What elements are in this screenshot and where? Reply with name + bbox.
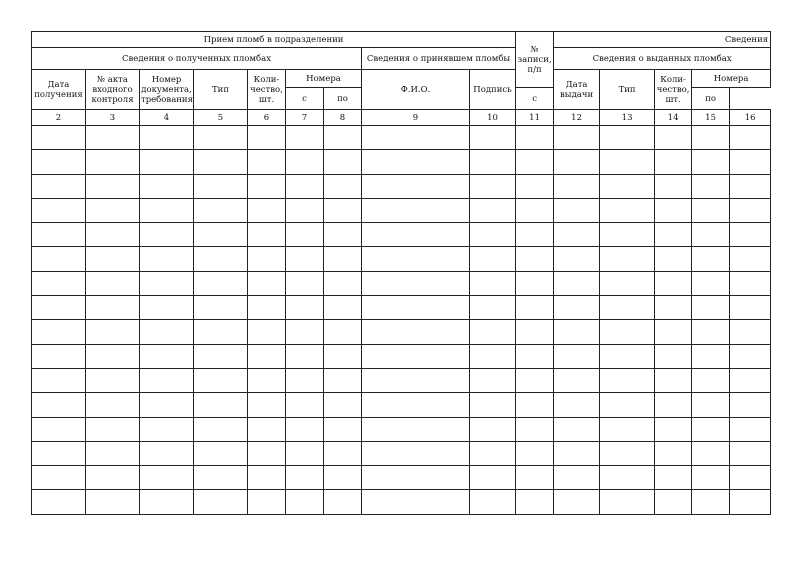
table-cell xyxy=(140,393,194,417)
table-cell xyxy=(516,320,554,344)
table-cell xyxy=(554,393,600,417)
table-cell xyxy=(554,198,600,222)
table-cell xyxy=(600,223,655,247)
header-accepted-by: Сведения о принявшем пломбы xyxy=(362,48,516,70)
table-cell xyxy=(730,368,771,392)
table-cell xyxy=(362,126,470,150)
table-cell xyxy=(86,368,140,392)
table-cell xyxy=(248,271,286,295)
table-cell xyxy=(140,441,194,465)
table-cell xyxy=(86,174,140,198)
table-cell xyxy=(692,320,730,344)
table-cell xyxy=(600,150,655,174)
table-cell xyxy=(554,368,600,392)
table-cell xyxy=(286,198,324,222)
table-cell xyxy=(655,223,692,247)
column-number: 12 xyxy=(554,110,600,126)
table-cell xyxy=(140,368,194,392)
title-receipt: Прием пломб в подразделении xyxy=(32,32,516,48)
table-cell xyxy=(516,466,554,490)
table-cell xyxy=(362,271,470,295)
table-cell xyxy=(86,126,140,150)
table-cell xyxy=(516,271,554,295)
table-cell xyxy=(730,417,771,441)
table-cell xyxy=(324,296,362,320)
table-cell xyxy=(730,174,771,198)
table-cell xyxy=(470,368,516,392)
table-cell xyxy=(248,320,286,344)
table-cell xyxy=(194,296,248,320)
table-cell xyxy=(730,150,771,174)
table-cell xyxy=(692,466,730,490)
table-cell xyxy=(194,174,248,198)
column-number: 5 xyxy=(194,110,248,126)
table-cell xyxy=(194,368,248,392)
table-cell xyxy=(32,150,86,174)
header-numbers: Номера xyxy=(286,70,362,88)
table-cell xyxy=(516,296,554,320)
table-cell xyxy=(286,150,324,174)
table-cell xyxy=(140,296,194,320)
table-cell xyxy=(194,150,248,174)
table-cell xyxy=(86,490,140,514)
table-cell xyxy=(516,417,554,441)
table-cell xyxy=(86,271,140,295)
table-row xyxy=(32,223,771,247)
table-cell xyxy=(692,126,730,150)
table-cell xyxy=(286,490,324,514)
table-cell xyxy=(86,441,140,465)
table-cell xyxy=(248,393,286,417)
table-cell xyxy=(655,198,692,222)
table-cell xyxy=(600,126,655,150)
table-cell xyxy=(86,344,140,368)
table-cell xyxy=(140,150,194,174)
table-cell xyxy=(286,417,324,441)
table-cell xyxy=(600,344,655,368)
column-number: 9 xyxy=(362,110,470,126)
table-cell xyxy=(516,126,554,150)
table-cell xyxy=(248,490,286,514)
column-number: 15 xyxy=(692,110,730,126)
table-cell xyxy=(324,247,362,271)
table-cell xyxy=(470,296,516,320)
table-row xyxy=(32,490,771,514)
table-cell xyxy=(32,126,86,150)
table-cell xyxy=(194,271,248,295)
table-cell xyxy=(86,296,140,320)
table-cell xyxy=(655,393,692,417)
table-cell xyxy=(470,466,516,490)
table-cell xyxy=(32,417,86,441)
header-quantity-issued: Коли-чество, шт. xyxy=(655,70,692,110)
table-cell xyxy=(248,247,286,271)
table-cell xyxy=(655,247,692,271)
table-cell xyxy=(140,320,194,344)
table-cell xyxy=(140,174,194,198)
column-number: 13 xyxy=(600,110,655,126)
column-number: 2 xyxy=(32,110,86,126)
table-cell xyxy=(655,368,692,392)
table-cell xyxy=(655,296,692,320)
table-row xyxy=(32,150,771,174)
table-cell xyxy=(692,441,730,465)
table-cell xyxy=(324,320,362,344)
table-cell xyxy=(730,223,771,247)
table-row xyxy=(32,320,771,344)
table-cell xyxy=(86,150,140,174)
table-cell xyxy=(730,320,771,344)
table-cell xyxy=(362,490,470,514)
table-cell xyxy=(32,247,86,271)
table-cell xyxy=(600,368,655,392)
table-cell xyxy=(32,368,86,392)
table-cell xyxy=(248,368,286,392)
table-cell xyxy=(248,174,286,198)
table-cell xyxy=(692,417,730,441)
table-cell xyxy=(286,126,324,150)
table-cell xyxy=(86,320,140,344)
table-cell xyxy=(140,466,194,490)
table-row xyxy=(32,368,771,392)
table-cell xyxy=(362,466,470,490)
table-row xyxy=(32,126,771,150)
table-cell xyxy=(516,490,554,514)
header-act-number: № акта входного контроля xyxy=(86,70,140,110)
table-cell xyxy=(140,271,194,295)
table-row xyxy=(32,174,771,198)
table-cell xyxy=(470,198,516,222)
column-number: 10 xyxy=(470,110,516,126)
table-cell xyxy=(248,344,286,368)
table-cell xyxy=(286,441,324,465)
table-cell xyxy=(655,417,692,441)
table-cell xyxy=(324,368,362,392)
table-cell xyxy=(324,198,362,222)
table-cell xyxy=(655,150,692,174)
table-cell xyxy=(286,393,324,417)
table-cell xyxy=(692,393,730,417)
column-number: 16 xyxy=(730,110,771,126)
table-cell xyxy=(140,198,194,222)
table-row xyxy=(32,393,771,417)
table-cell xyxy=(286,271,324,295)
table-cell xyxy=(194,417,248,441)
table-cell xyxy=(362,247,470,271)
table-cell xyxy=(554,344,600,368)
table-cell xyxy=(470,320,516,344)
table-cell xyxy=(362,198,470,222)
table-cell xyxy=(362,344,470,368)
table-cell xyxy=(730,126,771,150)
column-number: 3 xyxy=(86,110,140,126)
table-cell xyxy=(194,441,248,465)
header-received-seals: Сведения о полученных пломбах xyxy=(32,48,362,70)
table-cell xyxy=(600,441,655,465)
table-cell xyxy=(86,466,140,490)
table-cell xyxy=(362,223,470,247)
table-cell xyxy=(516,441,554,465)
table-cell xyxy=(516,223,554,247)
table-cell xyxy=(516,174,554,198)
header-to: по xyxy=(324,88,362,110)
header-issued-seals: Сведения о выданных пломбах xyxy=(554,48,771,70)
table-cell xyxy=(692,198,730,222)
table-cell xyxy=(470,417,516,441)
table-cell xyxy=(32,441,86,465)
table-cell xyxy=(194,344,248,368)
table-cell xyxy=(140,247,194,271)
table-cell xyxy=(140,417,194,441)
table-cell xyxy=(692,368,730,392)
table-cell xyxy=(286,223,324,247)
table-cell xyxy=(286,320,324,344)
table-cell xyxy=(554,150,600,174)
table-cell xyxy=(286,344,324,368)
table-cell xyxy=(554,296,600,320)
table-cell xyxy=(248,198,286,222)
header-numbers-issued: Номера xyxy=(692,70,771,88)
column-number-row xyxy=(32,110,771,126)
header-signature: Подпись xyxy=(470,70,516,110)
column-number: 6 xyxy=(248,110,286,126)
table-cell xyxy=(470,344,516,368)
table-cell xyxy=(286,296,324,320)
table-cell xyxy=(692,247,730,271)
table-cell xyxy=(655,344,692,368)
table-row xyxy=(32,441,771,465)
table-cell xyxy=(286,466,324,490)
table-cell xyxy=(32,174,86,198)
table-row xyxy=(32,344,771,368)
table-cell xyxy=(730,441,771,465)
table-cell xyxy=(655,271,692,295)
table-cell xyxy=(32,271,86,295)
table-cell xyxy=(600,466,655,490)
header-record-number: № записи, п/п xyxy=(516,32,554,88)
table-cell xyxy=(470,150,516,174)
table-cell xyxy=(32,344,86,368)
table-cell xyxy=(692,223,730,247)
table-cell xyxy=(655,174,692,198)
table-cell xyxy=(600,490,655,514)
table-cell xyxy=(655,466,692,490)
column-number: 8 xyxy=(324,110,362,126)
table-row xyxy=(32,296,771,320)
table-cell xyxy=(140,223,194,247)
table-cell xyxy=(730,466,771,490)
table-cell xyxy=(600,247,655,271)
header-to-issued: по xyxy=(692,88,730,110)
table-cell xyxy=(730,247,771,271)
header-fio: Ф.И.О. xyxy=(362,70,470,110)
table-row xyxy=(32,247,771,271)
table-cell xyxy=(86,393,140,417)
table-cell xyxy=(324,441,362,465)
table-cell xyxy=(470,271,516,295)
table-cell xyxy=(600,393,655,417)
table-cell xyxy=(32,296,86,320)
table-cell xyxy=(286,247,324,271)
table-cell xyxy=(324,393,362,417)
table-cell xyxy=(324,174,362,198)
table-cell xyxy=(516,150,554,174)
table-cell xyxy=(194,223,248,247)
table-cell xyxy=(600,271,655,295)
table-cell xyxy=(140,490,194,514)
table-cell xyxy=(655,441,692,465)
header-date-issued: Дата выдачи xyxy=(554,70,600,110)
table-cell xyxy=(470,490,516,514)
table-cell xyxy=(554,223,600,247)
table-cell xyxy=(140,344,194,368)
column-number: 11 xyxy=(516,110,554,126)
table-cell xyxy=(32,490,86,514)
table-cell xyxy=(32,223,86,247)
table-cell xyxy=(692,150,730,174)
table-cell xyxy=(362,393,470,417)
table-row xyxy=(32,417,771,441)
table-cell xyxy=(324,417,362,441)
table-row xyxy=(32,198,771,222)
table-cell xyxy=(600,417,655,441)
table-cell xyxy=(600,296,655,320)
table-cell xyxy=(362,150,470,174)
table-cell xyxy=(730,198,771,222)
column-number: 14 xyxy=(655,110,692,126)
header-date-received: Дата получения xyxy=(32,70,86,110)
header-document-number: Номер документа, требования xyxy=(140,70,194,110)
table-cell xyxy=(730,344,771,368)
table-cell xyxy=(554,320,600,344)
table-cell xyxy=(362,417,470,441)
table-cell xyxy=(324,150,362,174)
header-type: Тип xyxy=(194,70,248,110)
table-cell xyxy=(470,223,516,247)
seal-log-table xyxy=(31,31,771,515)
table-cell xyxy=(730,271,771,295)
table-cell xyxy=(516,198,554,222)
table-cell xyxy=(86,247,140,271)
table-cell xyxy=(324,466,362,490)
header-type-issued: Тип xyxy=(600,70,655,110)
table-cell xyxy=(194,466,248,490)
table-cell xyxy=(194,126,248,150)
table-cell xyxy=(554,417,600,441)
table-cell xyxy=(362,320,470,344)
table-cell xyxy=(362,296,470,320)
table-cell xyxy=(554,247,600,271)
table-cell xyxy=(86,223,140,247)
table-cell xyxy=(248,466,286,490)
table-cell xyxy=(516,393,554,417)
table-cell xyxy=(516,344,554,368)
table-cell xyxy=(692,490,730,514)
table-cell xyxy=(362,441,470,465)
table-cell xyxy=(516,247,554,271)
table-cell xyxy=(32,466,86,490)
table-cell xyxy=(324,126,362,150)
table-cell xyxy=(194,198,248,222)
table-cell xyxy=(554,271,600,295)
table-cell xyxy=(362,368,470,392)
table-cell xyxy=(286,368,324,392)
table-cell xyxy=(324,344,362,368)
table-cell xyxy=(655,320,692,344)
table-cell xyxy=(194,247,248,271)
table-cell xyxy=(194,490,248,514)
table-cell xyxy=(248,417,286,441)
column-number: 4 xyxy=(140,110,194,126)
table-cell xyxy=(32,320,86,344)
title-info: Сведения xyxy=(554,32,771,48)
table-cell xyxy=(470,247,516,271)
table-cell xyxy=(655,490,692,514)
table-cell xyxy=(516,368,554,392)
table-cell xyxy=(140,126,194,150)
table-cell xyxy=(470,393,516,417)
table-cell xyxy=(692,174,730,198)
table-cell xyxy=(286,174,324,198)
table-cell xyxy=(248,150,286,174)
table-cell xyxy=(692,296,730,320)
table-cell xyxy=(324,490,362,514)
header-from-issued: с xyxy=(516,88,554,110)
table-cell xyxy=(324,223,362,247)
table-cell xyxy=(554,490,600,514)
table-cell xyxy=(470,174,516,198)
table-cell xyxy=(470,126,516,150)
table-cell xyxy=(600,320,655,344)
table-cell xyxy=(554,441,600,465)
table-row xyxy=(32,466,771,490)
table-cell xyxy=(32,198,86,222)
table-cell xyxy=(554,466,600,490)
table-cell xyxy=(194,320,248,344)
header-quantity: Коли-чество, шт. xyxy=(248,70,286,110)
table-cell xyxy=(194,393,248,417)
table-cell xyxy=(248,223,286,247)
table-cell xyxy=(248,126,286,150)
table-cell xyxy=(600,198,655,222)
table-cell xyxy=(730,490,771,514)
table-cell xyxy=(730,393,771,417)
log-form xyxy=(31,31,771,515)
table-cell xyxy=(470,441,516,465)
table-cell xyxy=(692,344,730,368)
table-row xyxy=(32,271,771,295)
table-cell xyxy=(600,174,655,198)
table-cell xyxy=(248,296,286,320)
table-cell xyxy=(324,271,362,295)
table-cell xyxy=(730,296,771,320)
table-cell xyxy=(655,126,692,150)
table-cell xyxy=(86,198,140,222)
column-number: 7 xyxy=(286,110,324,126)
table-cell xyxy=(32,393,86,417)
table-cell xyxy=(554,174,600,198)
header-from: с xyxy=(286,88,324,110)
table-cell xyxy=(362,174,470,198)
table-cell xyxy=(86,417,140,441)
table-cell xyxy=(692,271,730,295)
table-cell xyxy=(554,126,600,150)
table-cell xyxy=(248,441,286,465)
